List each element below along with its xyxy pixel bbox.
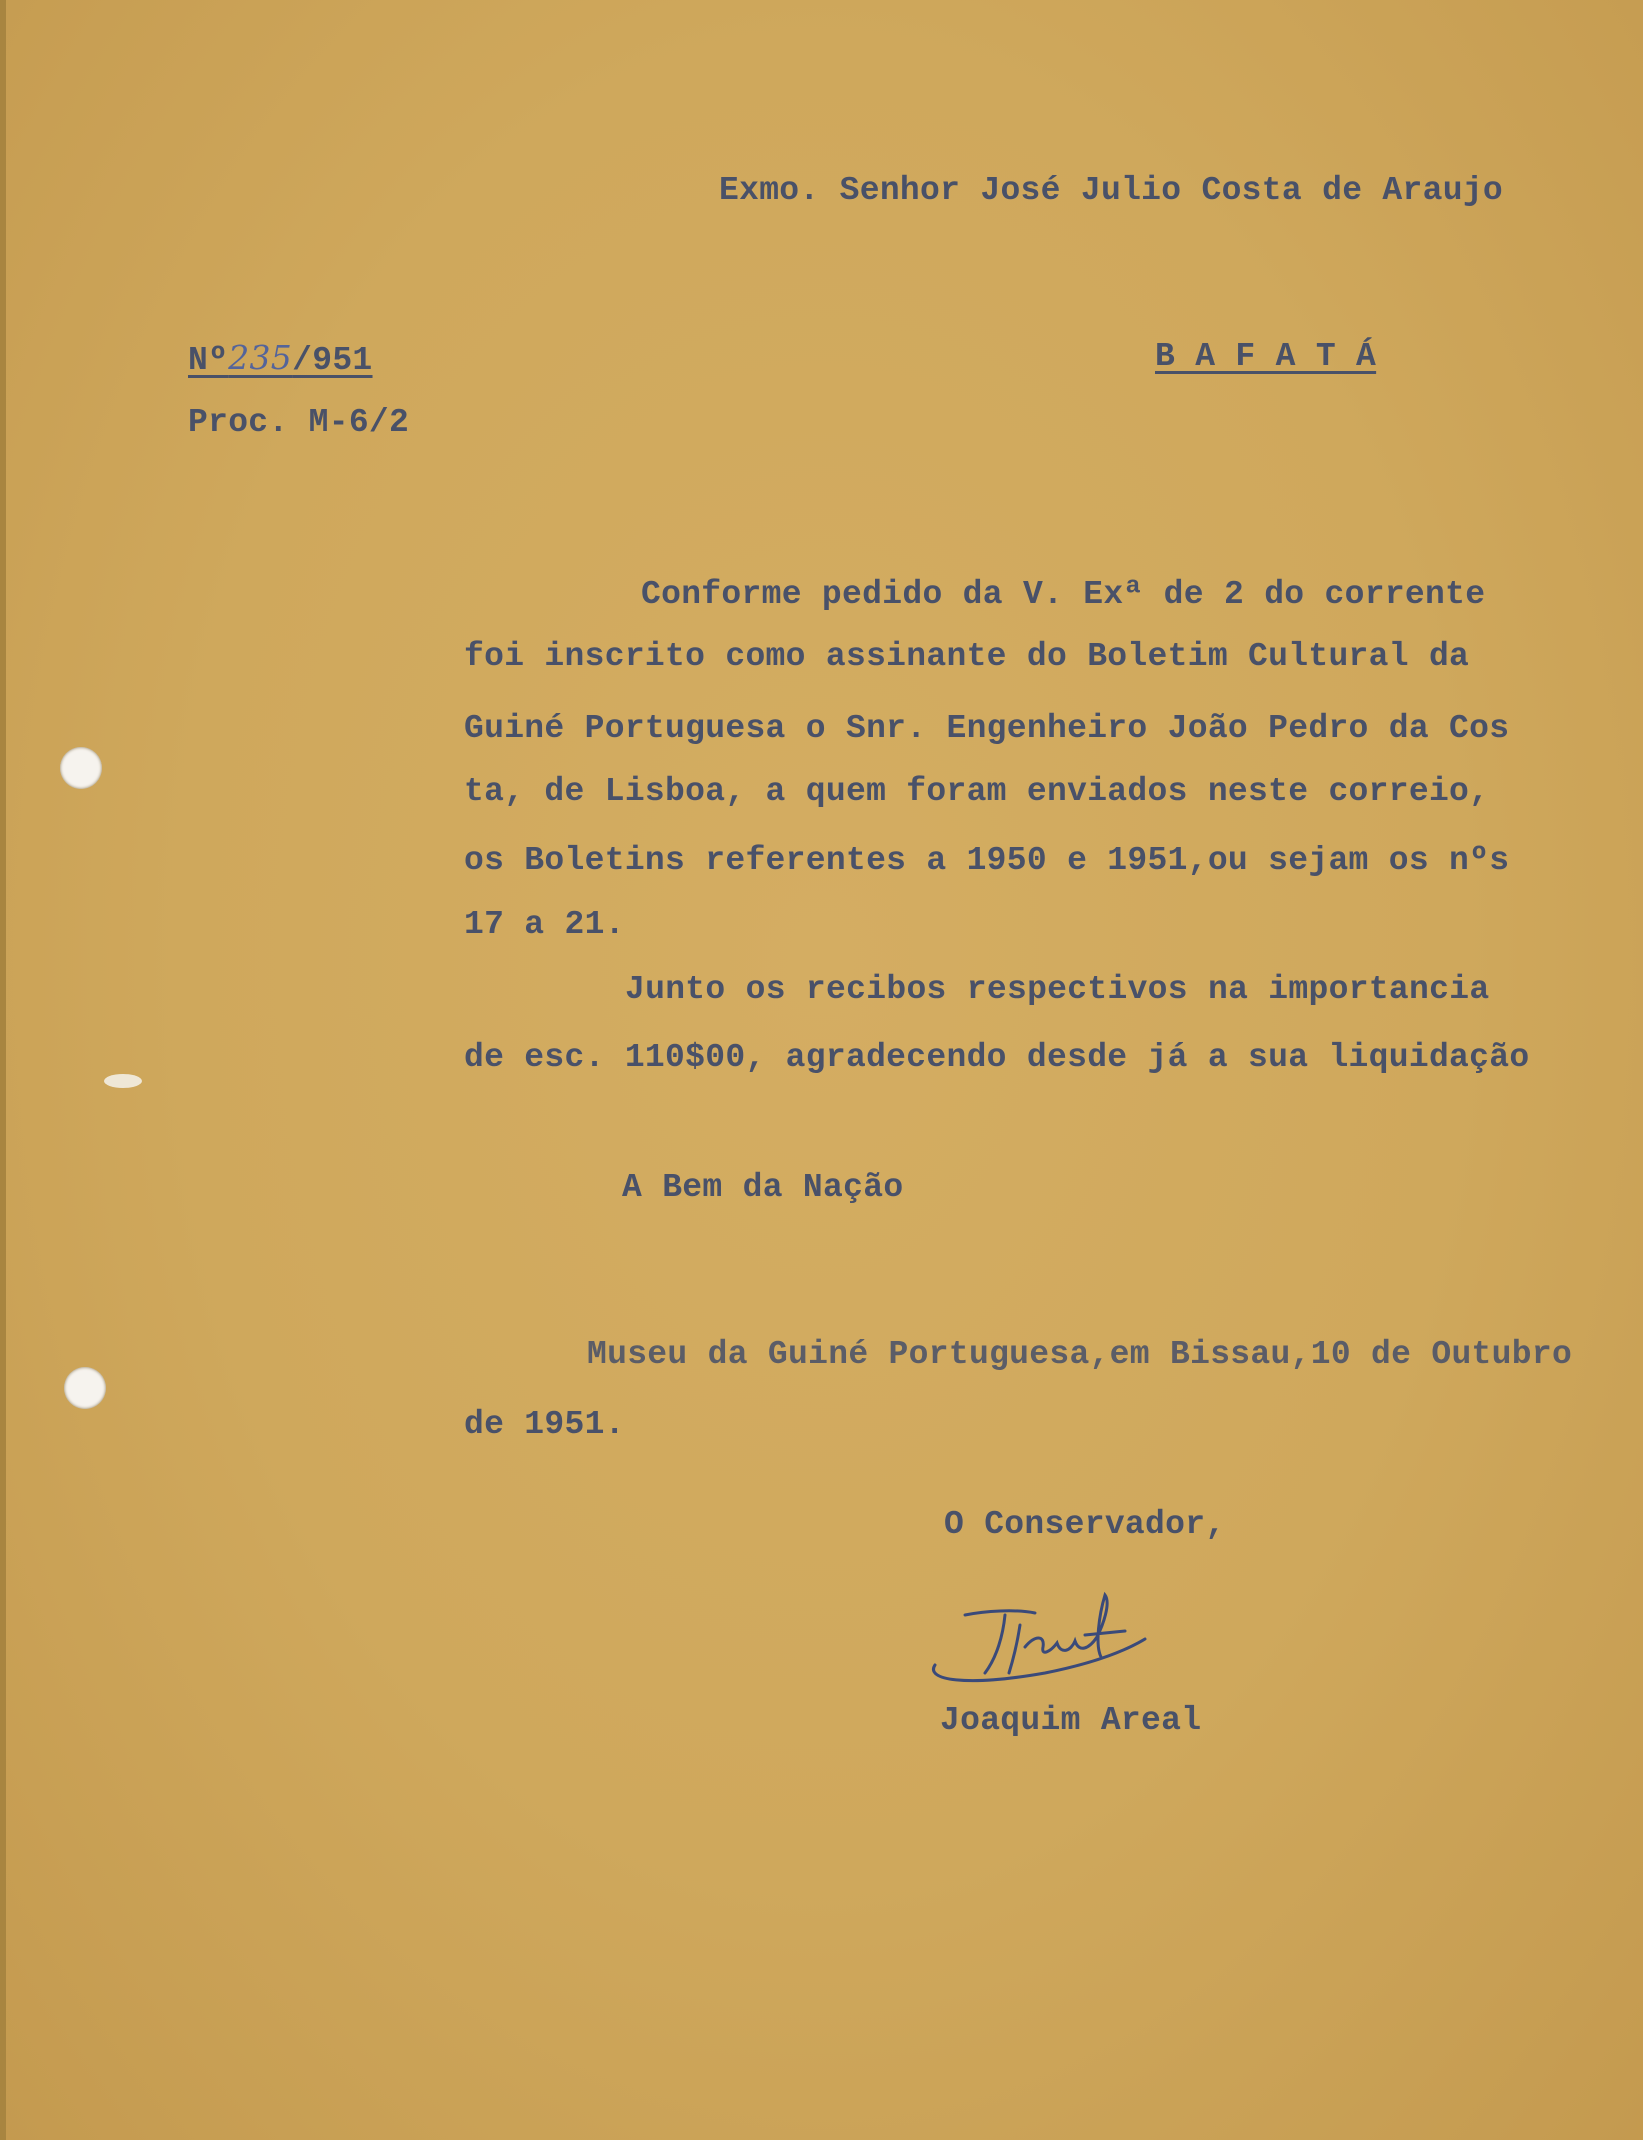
process-number: Proc. M-6/2 <box>188 404 410 441</box>
reference-year: /951 <box>292 342 373 379</box>
reference-handwritten: 235 <box>228 338 293 377</box>
reference-prefix: Nº <box>188 342 229 379</box>
punch-hole <box>64 1367 106 1409</box>
signatory-title: O Conservador, <box>944 1506 1226 1543</box>
closing: A Bem da Nação <box>622 1169 904 1206</box>
punch-hole <box>60 747 102 789</box>
body-line: ta, de Lisboa, a quem foram enviados neste correio, <box>464 773 1490 810</box>
body-line: Conforme pedido da V. Exª de 2 do corrente <box>641 576 1486 613</box>
body-line: Guiné Portuguesa o Snr. Engenheiro João Pedro da Cos <box>464 710 1510 747</box>
place-date-line: de 1951. <box>464 1406 625 1443</box>
body-line: Junto os recibos respectivos na importancia <box>625 971 1490 1008</box>
addressee: Exmo. Senhor José Julio Costa de Araujo <box>719 172 1504 209</box>
body-line: de esc. 110$00, agradecendo desde já a sua liquidação <box>464 1039 1530 1076</box>
paper-edge <box>0 0 6 2140</box>
body-line: 17 a 21. <box>464 906 625 943</box>
body-line: os Boletins referentes a 1950 e 1951,ou sejam os nºs <box>464 842 1510 879</box>
reference-number <box>188 338 373 379</box>
place-date-line: Museu da Guiné Portuguesa,em Bissau,10 de Outubro <box>587 1336 1573 1373</box>
signature <box>925 1585 1225 1705</box>
destination: B A F A T Á <box>1155 338 1377 375</box>
body-line: foi inscrito como assinante do Boletim Cultural da <box>464 638 1470 675</box>
paper-tear <box>104 1074 142 1088</box>
signatory-name: Joaquim Areal <box>940 1702 1202 1739</box>
